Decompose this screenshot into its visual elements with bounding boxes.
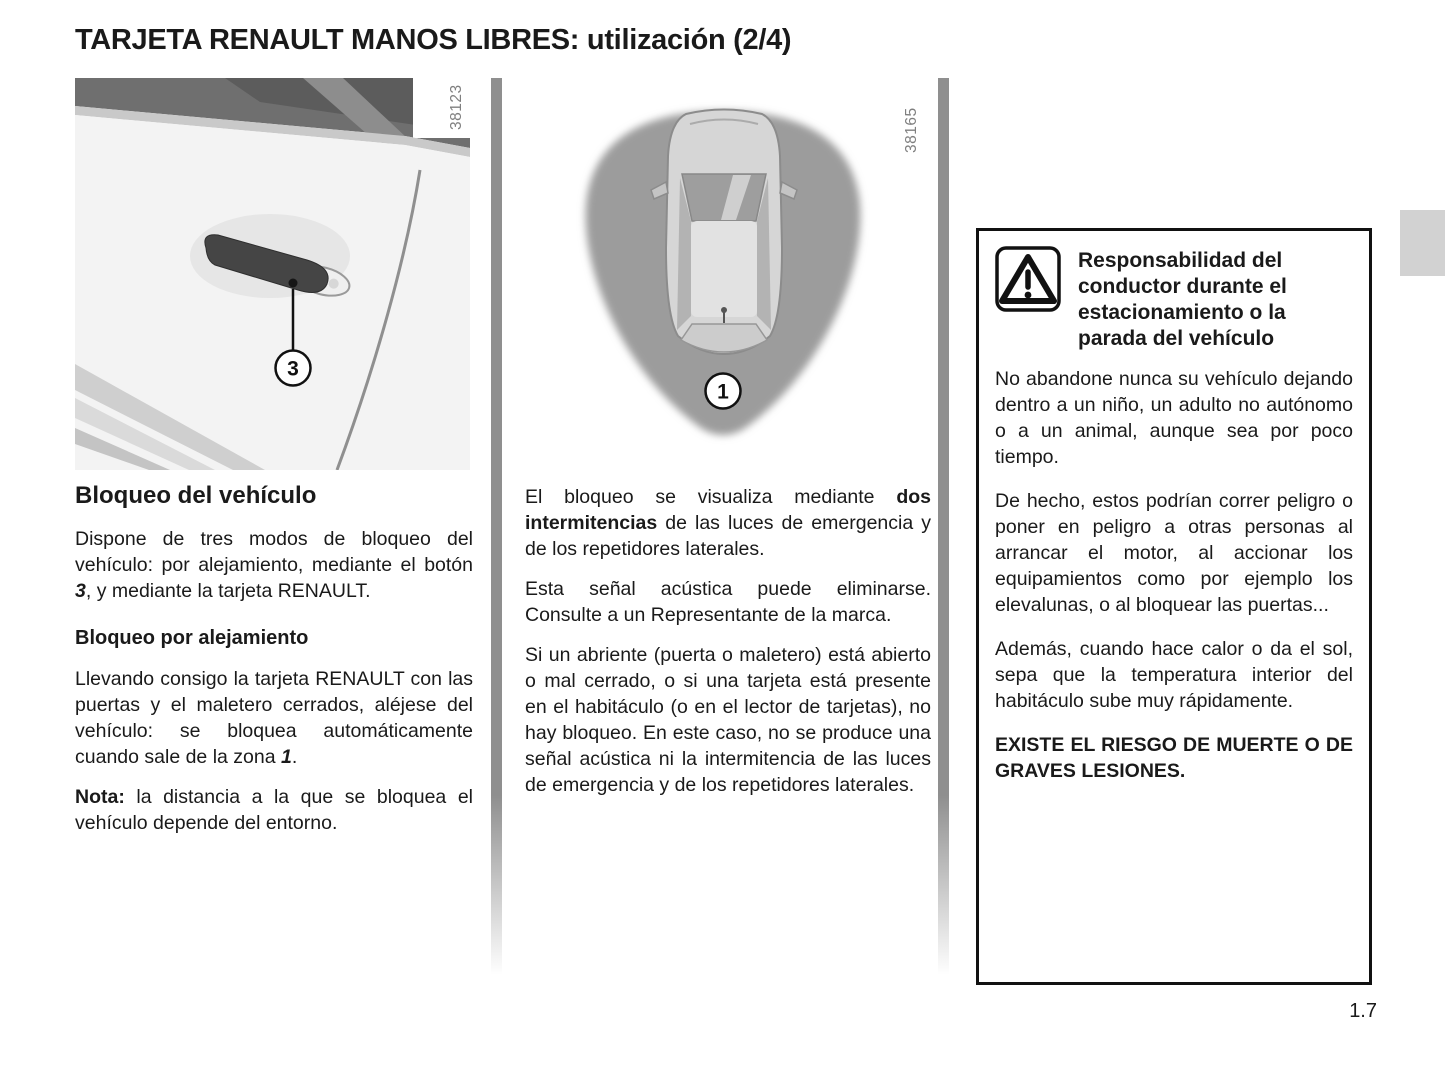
warning-paragraph-2: De hecho, estos podrían correr peligro o poner en peligro a otras personas al arrancar el motor, al accionar los equipamientos como por ejemplo los elevalunas, o al bloquear las puertas... (995, 490, 1353, 616)
figure-number-38165: 38165 (903, 107, 920, 153)
subsection-heading: Bloqueo por alejamiento (75, 627, 309, 649)
walkaway-text-end: . (291, 746, 298, 768)
column-divider (491, 78, 502, 975)
callout-label-1: 1 (717, 380, 729, 404)
middle-text-column (525, 484, 931, 812)
left-text-column (75, 482, 473, 850)
warning-paragraph-1: No abandone nunca su vehículo dejando dentro a un niño, un adulto no autónomo o a un animal, aunque sea por poco tiempo. (995, 368, 1353, 468)
acoustic-signal-paragraph: Esta señal acústica puede eliminarse. Consulte a un Representante de la marca. (525, 578, 931, 626)
page-edge-tab (1400, 210, 1445, 276)
walkaway-text: Llevando consigo la tarjeta RENAULT con las puertas y el maletero cerrados, aléjese del vehículo: se bloquea automáticamente cuando sale de la zona (75, 668, 473, 768)
warning-paragraph-3: Además, cuando hace calor o da el sol, sepa que la temperatura interior del habitáculo sube muy rápidamente. (995, 638, 1353, 712)
column-divider (938, 78, 949, 975)
intro-text: Dispone de tres modos de bloqueo del vehículo: por alejamiento, mediante el botón (75, 528, 473, 576)
figure-number-38123: 38123 (448, 84, 465, 130)
note-text: la distancia a la que se bloquea el vehículo depende del entorno. (75, 786, 473, 834)
car-zone-illustration (520, 78, 940, 470)
door-handle-illustration (75, 78, 470, 470)
door-handle-figure (75, 78, 470, 470)
two-flashes-emphasis: dos intermitencias (525, 486, 931, 534)
lock-signal-text-end: de las luces de emergencia y de los repetidores laterales. (525, 512, 931, 560)
warning-heading: Responsabilidad del conductor durante el estacionamiento o la parada del vehículo (1078, 249, 1287, 350)
page-number: 1.7 (1349, 1000, 1377, 1022)
note-paragraph (75, 784, 473, 836)
intro-text-end: , y mediante la tarjeta RENAULT. (85, 580, 371, 602)
warning-triangle-icon (995, 246, 1061, 312)
warning-box (976, 228, 1372, 985)
section-heading: Bloqueo del vehículo (75, 482, 317, 509)
note-label: Nota: (75, 786, 125, 808)
warning-header (995, 246, 1353, 352)
roof (691, 221, 757, 317)
lock-signal-paragraph (525, 484, 931, 562)
intro-paragraph (75, 526, 473, 604)
detection-zone-figure (520, 78, 940, 470)
handle-lock-button (289, 279, 298, 288)
button-ref-3: 3 (75, 580, 86, 602)
page-title: TARJETA RENAULT MANOS LIBRES: utilización (2/4) (75, 24, 792, 56)
lock-signal-text: El bloqueo se visualiza mediante (525, 486, 897, 508)
car-top-view (651, 110, 797, 355)
no-lock-conditions-paragraph: Si un abriente (puerta o maletero) está abierto o mal cerrado, o si una tarjeta está presente en el habitáculo (o en el lector de tarjetas), no hay bloqueo. En este caso, no se produce una señal acústica ni la intermitencia de las luces de emergencia y de los repetidores laterales. (525, 644, 931, 796)
walkaway-paragraph (75, 666, 473, 770)
warning-risk-statement: EXISTE EL RIESGO DE MUERTE O DE GRAVES LESIONES. (995, 734, 1353, 782)
zone-ref-1: 1 (281, 746, 292, 768)
callout-label-3: 3 (287, 357, 299, 381)
